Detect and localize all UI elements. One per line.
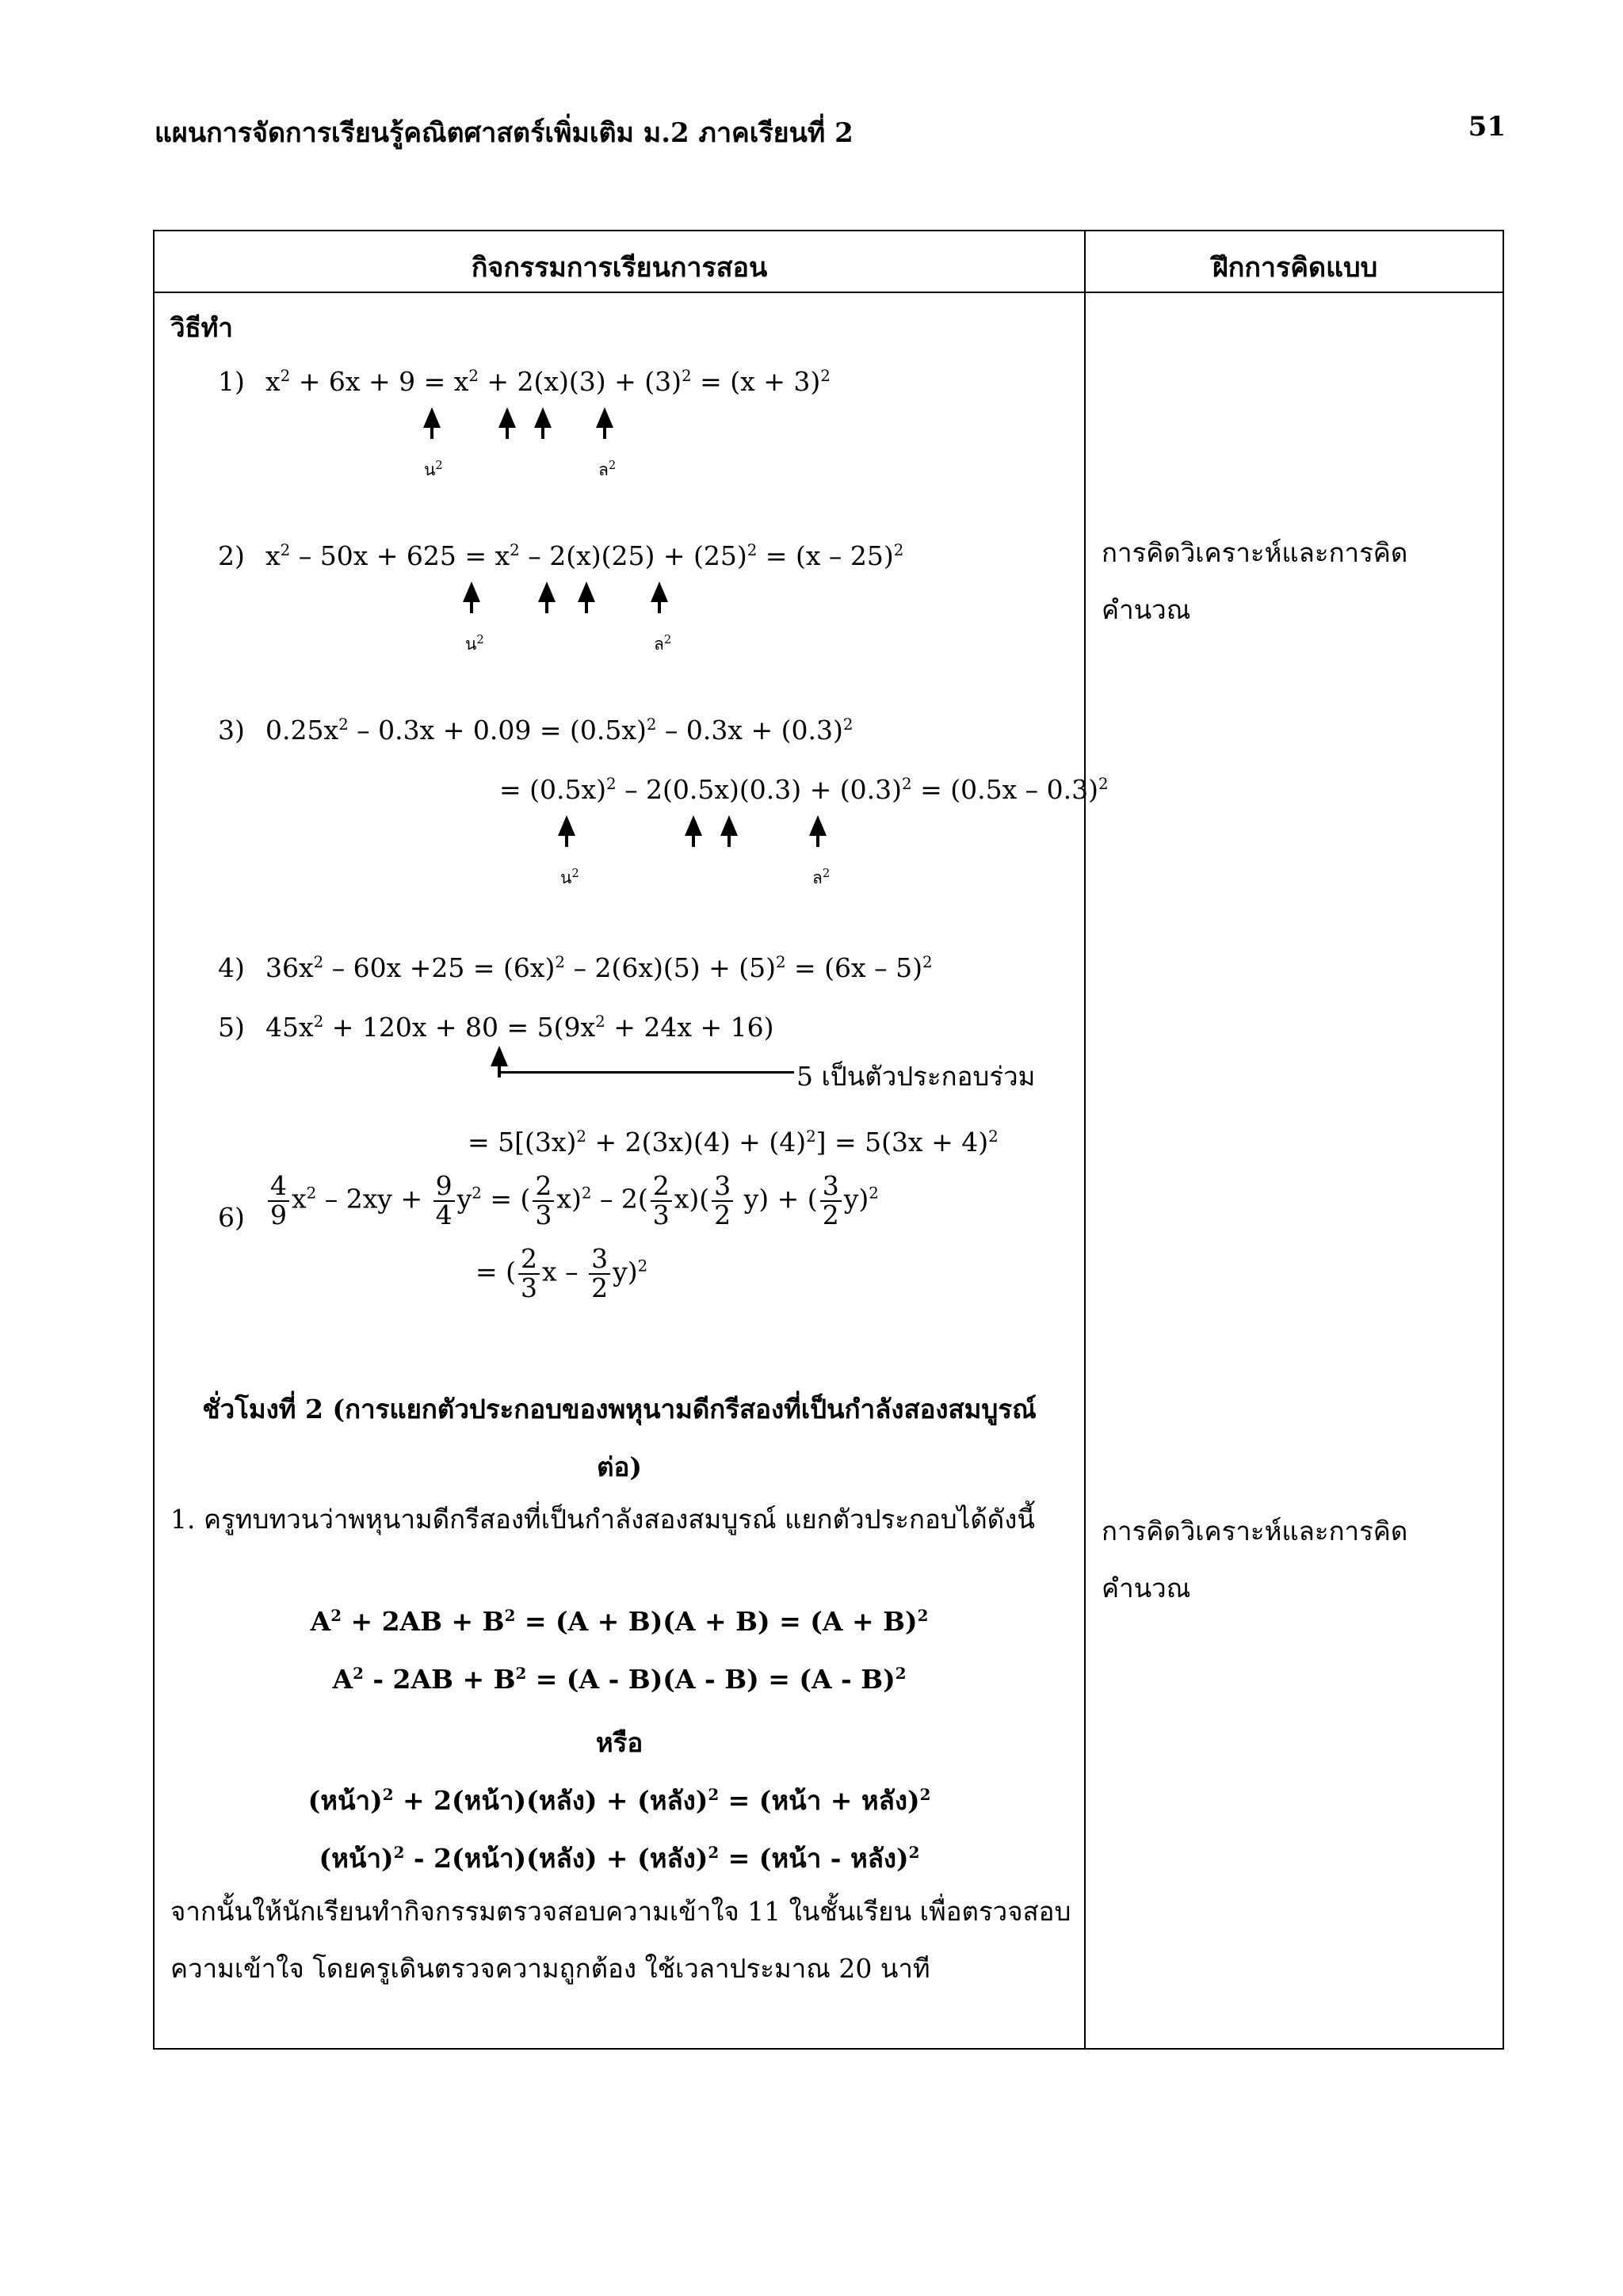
arrow-up-icon xyxy=(423,407,441,428)
document-header-title: แผนการจัดการเรียนรู้คณิตศาสตร์เพิ่มเติม ม.2 ภาคเรียนที่ 2 xyxy=(155,117,854,149)
arrow-up-icon xyxy=(809,815,827,836)
column-divider xyxy=(1084,231,1086,2048)
item-5-number: 5) xyxy=(218,1012,245,1043)
item-6-equation-line2: = ( $\frac{2}{3}$ x – $\frac{3}{2}$ y)$^2$ xyxy=(475,1243,648,1303)
hour2-closing: จากนั้นให้นักเรียนทำกิจกรรมตรวจสอบความเข้าใจ 11 ในชั้นเรียน เพื่อตรวจสอบความเข้าใจ โดยครูเดินตรวจความถูกต้อง ใช้เวลาประมาณ 20 นาที xyxy=(170,1896,1071,1984)
column-header-activities: กิจกรรมการเรียนการสอน xyxy=(471,252,768,284)
arrow-up-icon xyxy=(720,815,738,836)
formula-front-back-difference: (หน้า)$^2$ - 2(หน้า)(หลัง) + (หลัง)$^2$ = (หน้า - หลัง)$^2$ xyxy=(319,1843,920,1874)
or-label: หรือ xyxy=(595,1727,643,1758)
thinking-skill-2: การคิดวิเคราะห์และการคิดคำนวณ xyxy=(1102,1516,1408,1604)
hour2-intro: 1. ครูทบทวนว่าพหุนามดีกรีสองที่เป็นกำลังสองสมบูรณ์ แยกตัวประกอบได้ดังนี้ xyxy=(170,1504,1035,1535)
arrow-up-icon xyxy=(538,582,556,602)
thinking-skill-1: การคิดวิเคราะห์และการคิดคำนวณ xyxy=(1102,537,1408,625)
back-squared-label: ล$^2$ xyxy=(812,867,831,887)
item-4-equation: $36x^2 - 60x +25 = (6x)^2 - 2(6x)(5) + (5)^2 = (6x - 5)^2$ xyxy=(265,952,933,983)
item-3-number: 3) xyxy=(218,715,245,746)
front-squared-label: น$^2$ xyxy=(560,867,579,887)
header-divider xyxy=(155,292,1503,293)
formula-square-of-difference: $A^2 - 2AB + B^2 = (A - B)(A - B) = (A - B)^2$ xyxy=(332,1664,907,1695)
item-6-number: 6) xyxy=(218,1202,245,1233)
arrow-up-icon xyxy=(498,407,516,428)
back-squared-label: ล$^2$ xyxy=(654,633,672,654)
lesson-table xyxy=(153,230,1504,2050)
arrow-up-icon xyxy=(578,582,595,602)
item-6-equation-line1: $\frac{4}{9}$ $x^2 - 2xy$ + $\frac{9}{4}$ $y^2$ = ( $\frac{2}{3}$ x)$^2$ – 2( $\frac{2}{3}$ x)( $\frac{3}{2}$ y) + ( $\frac{3}{2}$ y)$^2$ xyxy=(265,1173,879,1229)
item-5-equation-line1: $45x^2 + 120x + 80 = 5(9x^2 + 24x + 16)$ xyxy=(265,1012,774,1043)
common-factor-note: 5 เป็นตัวประกอบร่วม xyxy=(796,1061,1036,1092)
formula-square-of-sum: $A^2 + 2AB + B^2 = (A + B)(A + B) = (A + B)^2$ xyxy=(310,1606,929,1637)
formula-front-back-sum: (หน้า)$^2$ + 2(หน้า)(หลัง) + (หลัง)$^2$ = (หน้า + หลัง)$^2$ xyxy=(307,1785,931,1816)
arrow-up-icon xyxy=(651,582,668,602)
arrow-up-icon xyxy=(685,815,702,836)
arrow-up-icon xyxy=(596,407,613,428)
page-number: 51 xyxy=(1468,111,1506,143)
front-squared-label: น$^2$ xyxy=(424,459,443,479)
arrow-up-icon xyxy=(463,582,480,602)
method-label: วิธีทำ xyxy=(170,312,233,343)
item-3-equation-line1: $0.25x^2 - 0.3x + 0.09 = (0.5x)^2 - 0.3x + (0.3)^2$ xyxy=(265,715,854,746)
item-3-equation-line2: = $(0.5x)^2 - 2(0.5x)(0.3) + (0.3)^2 = (0.5x - 0.3)^2$ xyxy=(499,774,1109,805)
item-2-equation: $x^2 - 50x + 625 = x^2 - 2(x)(25) + (25)^2 = (x - 25)^2$ xyxy=(265,540,904,571)
back-squared-label: ล$^2$ xyxy=(598,459,617,479)
item-4-number: 4) xyxy=(218,952,245,983)
arrow-up-icon xyxy=(534,407,552,428)
hour2-title-line1: ชั่วโมงที่ 2 (การแยกตัวประกอบของพหุนามดีกรีสองที่เป็นกำลังสองสมบูรณ์ xyxy=(202,1394,1037,1425)
hour2-title-line2: ต่อ) xyxy=(597,1451,642,1482)
item-1-equation: $x^2 + 6x + 9 = x^2 + 2(x)(3) + (3)^2 = (x + 3)^2$ xyxy=(265,366,831,397)
front-squared-label: น$^2$ xyxy=(465,633,484,654)
column-header-thinking: ฝึกการคิดแบบ xyxy=(1212,252,1378,284)
item-2-number: 2) xyxy=(218,540,245,571)
common-factor-pointer xyxy=(498,1063,794,1074)
item-5-equation-line2: = $5[(3x)^2 + 2(3x)(4) + (4)^2] = 5(3x + 4)^2$ xyxy=(468,1127,999,1158)
arrow-up-icon xyxy=(558,815,575,836)
item-1-number: 1) xyxy=(218,366,245,397)
